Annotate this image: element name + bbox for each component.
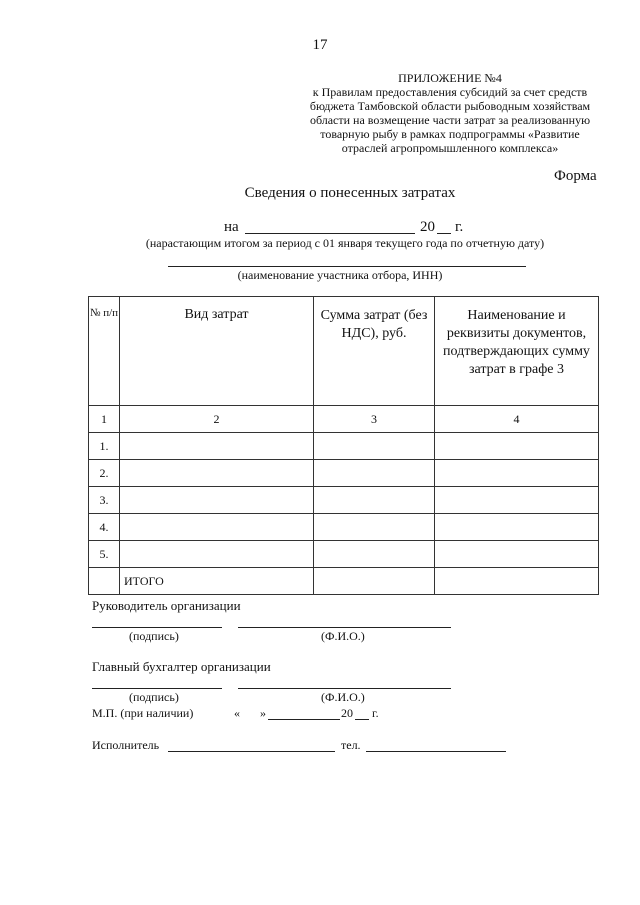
accountant-name-line[interactable] [238,688,451,689]
documents-cell[interactable] [435,541,599,568]
column-number: 3 [314,406,435,433]
document-title: Сведения о понесенных затратах [244,185,456,201]
table-row [89,460,599,487]
table-row [89,541,599,568]
executor-label: Исполнитель [92,738,160,752]
total-row [89,568,599,595]
table-header-row [89,297,599,406]
date-year-suffix-bottom: г. [372,706,379,720]
expense-sum-cell[interactable] [314,541,435,568]
table-row [89,514,599,541]
column-number: 4 [435,406,599,433]
expense-sum-cell[interactable] [314,514,435,541]
expense-type-cell[interactable] [120,487,314,514]
date-prefix: на [224,219,239,235]
executor-line[interactable] [168,751,335,752]
expense-type-cell[interactable] [120,460,314,487]
participant-caption: (наименование участника отбора, ИНН) [237,268,443,282]
head-name-line[interactable] [238,627,451,628]
appendix-title: ПРИЛОЖЕНИЕ №4 [398,71,502,85]
accountant-name-caption: (Ф.И.О.) [321,690,365,704]
row-number: 5. [89,541,120,568]
expense-sum-cell[interactable] [314,460,435,487]
total-sum-cell[interactable] [314,568,435,595]
table-row [89,487,599,514]
total-docs-cell[interactable] [435,568,599,595]
phone-line[interactable] [366,751,506,752]
row-number: 1. [89,433,120,460]
date-year-line-bottom[interactable] [355,719,369,720]
head-signature-caption: (подпись) [129,629,179,643]
head-name-caption: (Ф.И.О.) [321,629,365,643]
documents-cell[interactable] [435,460,599,487]
column-number: 2 [120,406,314,433]
documents-cell[interactable] [435,433,599,460]
row-number: 2. [89,460,120,487]
date-year-prefix: 20 [420,219,435,235]
header-expense-type: Вид затрат [120,297,314,406]
accountant-title: Главный бухгалтер организации [92,659,271,674]
date-open-quote: « [234,706,240,720]
header-expense-sum: Сумма затрат (без НДС), руб. [314,297,435,406]
expense-sum-cell[interactable] [314,487,435,514]
form-label: Форма [554,168,597,184]
appendix-block [270,71,630,155]
page-number: 17 [312,37,328,53]
participant-field-line [168,266,526,267]
expense-sum-cell[interactable] [314,433,435,460]
documents-cell[interactable] [435,514,599,541]
appendix-line: к Правилам предоставления субсидий за счет средств [312,85,588,99]
total-num-cell [89,568,120,595]
appendix-line: товарную рыбу в рамках подпрограммы «Развитие [320,127,580,141]
period-note: (нарастающим итогом за период с 01 января текущего года по отчетную дату) [145,236,545,250]
accountant-signature-line[interactable] [92,688,222,689]
phone-label: тел. [341,738,361,752]
total-label: ИТОГО [120,568,314,595]
date-field-line [245,233,415,234]
table-row [89,433,599,460]
header-num: № п/п [89,297,120,406]
date-year-line [437,233,451,234]
date-close-quote: » [260,706,266,720]
accountant-signature-caption: (подпись) [129,690,179,704]
date-month-line[interactable] [268,719,340,720]
column-number: 1 [89,406,120,433]
row-number: 4. [89,514,120,541]
date-year-prefix-bottom: 20 [341,706,353,720]
date-year-suffix: г. [455,219,464,235]
expense-type-cell[interactable] [120,514,314,541]
head-signature-line[interactable] [92,627,222,628]
expense-type-cell[interactable] [120,433,314,460]
head-title: Руководитель организации [92,598,241,613]
stamp-label: М.П. (при наличии) [92,706,194,720]
documents-cell[interactable] [435,487,599,514]
header-documents: Наименование и реквизиты документов, подтверждающих сумму затрат в графе 3 [435,297,599,406]
column-numbers-row [89,406,599,433]
appendix-line: бюджета Тамбовской области рыбоводным хозяйствам [309,99,591,113]
expenses-table [88,296,599,595]
appendix-line: отраслей агропромышленного комплекса» [341,141,559,155]
expense-type-cell[interactable] [120,541,314,568]
appendix-line: области на возмещение части затрат за реализованную [309,113,591,127]
row-number: 3. [89,487,120,514]
